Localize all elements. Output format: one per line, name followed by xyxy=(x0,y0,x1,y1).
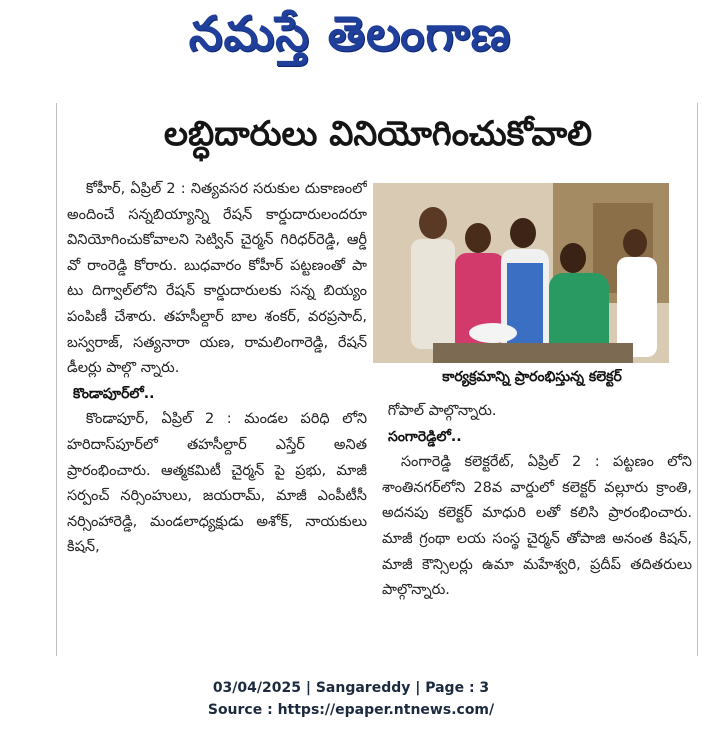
masthead-title: నమస్తే తెలంగాణ xyxy=(188,6,512,62)
right-column xyxy=(382,399,692,649)
subhead-kondapur: కొండాపూర్‌లో.. xyxy=(73,385,155,402)
article-paragraph-2: కొండాపూర్, ఏప్రిల్ 2 : మండల పరిధి లోని హరిదాస్‌పూర్‌లో తహసీల్దార్ ఎస్తేర్ అనిత ప్రారంభించారు. ఆత్మకమిటీ చైర్మన్ పై ప్రభు, మాజీ సర్పంచ్ నర్సింహులు, జయరామ్, మాజీ ఎంపీటీసీ నర్సింహారెడ్డి, మండలాధ్యక్షుడు అశోక్, నాయకులు కిషన్, xyxy=(67,411,367,556)
subhead-sangareddy: సంగారెడ్డిలో.. xyxy=(388,428,462,445)
photo-caption: కార్యక్రమాన్ని ప్రారంభిస్తున్న కలెక్టర్ xyxy=(442,368,622,385)
footer-source: Source : https://epaper.ntnews.com/ xyxy=(207,702,495,718)
news-clipping xyxy=(56,103,698,656)
article-paragraph-1: కోహీర్, ఏప్రిల్ 2 : నిత్యవసర సరుకుల దుకాణంలో అందించే సన్నబియ్యాన్ని రేషన్ కార్డుదారులందరూ వినియోగించుకోవాలని సెట్విన్ చైర్మన్ గిరిధర్‌రెడ్డి, ఆర్డీ వో రాంరెడ్డి కోరారు. బుధవారం కోహీర్ పట్టణంతో పా టు దిగ్వాల్‌లోని రేషన్ కార్డుదారులకు సన్న బియ్యం పంపిణీ చేశారు. తహసీల్దార్ బాల శంకర్, వరప్రసాద్, బస్వరాజ్, సత్యనారా యణ, రామలింగారెడ్డి, రేషన్ డీలర్లు పాల్గొ న్నారు. xyxy=(67,181,367,377)
article-paragraph-3: సంగారెడ్డి కలెక్టరేట్, ఏప్రిల్ 2 : పట్టణం లోని శాంతినగర్‌లోని 28వ వార్డులో కలెక్టర్ వల్లూరు క్రాంతి, అదనపు కలెక్టర్ మాధురి లతో కలిసి ప్రారంభించారు. మాజీ గ్రంథా లయ సంస్థ చైర్మన్ తోపాజి అనంత కిషన్, మాజీ కౌన్సిలర్లు ఉమా మహేశ్వరి, ప్రదీప్ తదితరులు పాల్గొన్నారు. xyxy=(382,454,692,599)
article-headline: లబ్ధిదారులు వినియోగించుకోవాలి xyxy=(163,114,593,154)
right-column-continuation: గోపాల్ పాల్గొన్నారు. xyxy=(387,403,497,419)
footer-date-edition: 03/04/2025 | Sangareddy | Page : 3 xyxy=(212,680,490,696)
left-column xyxy=(67,177,367,655)
article-photo xyxy=(373,183,669,363)
